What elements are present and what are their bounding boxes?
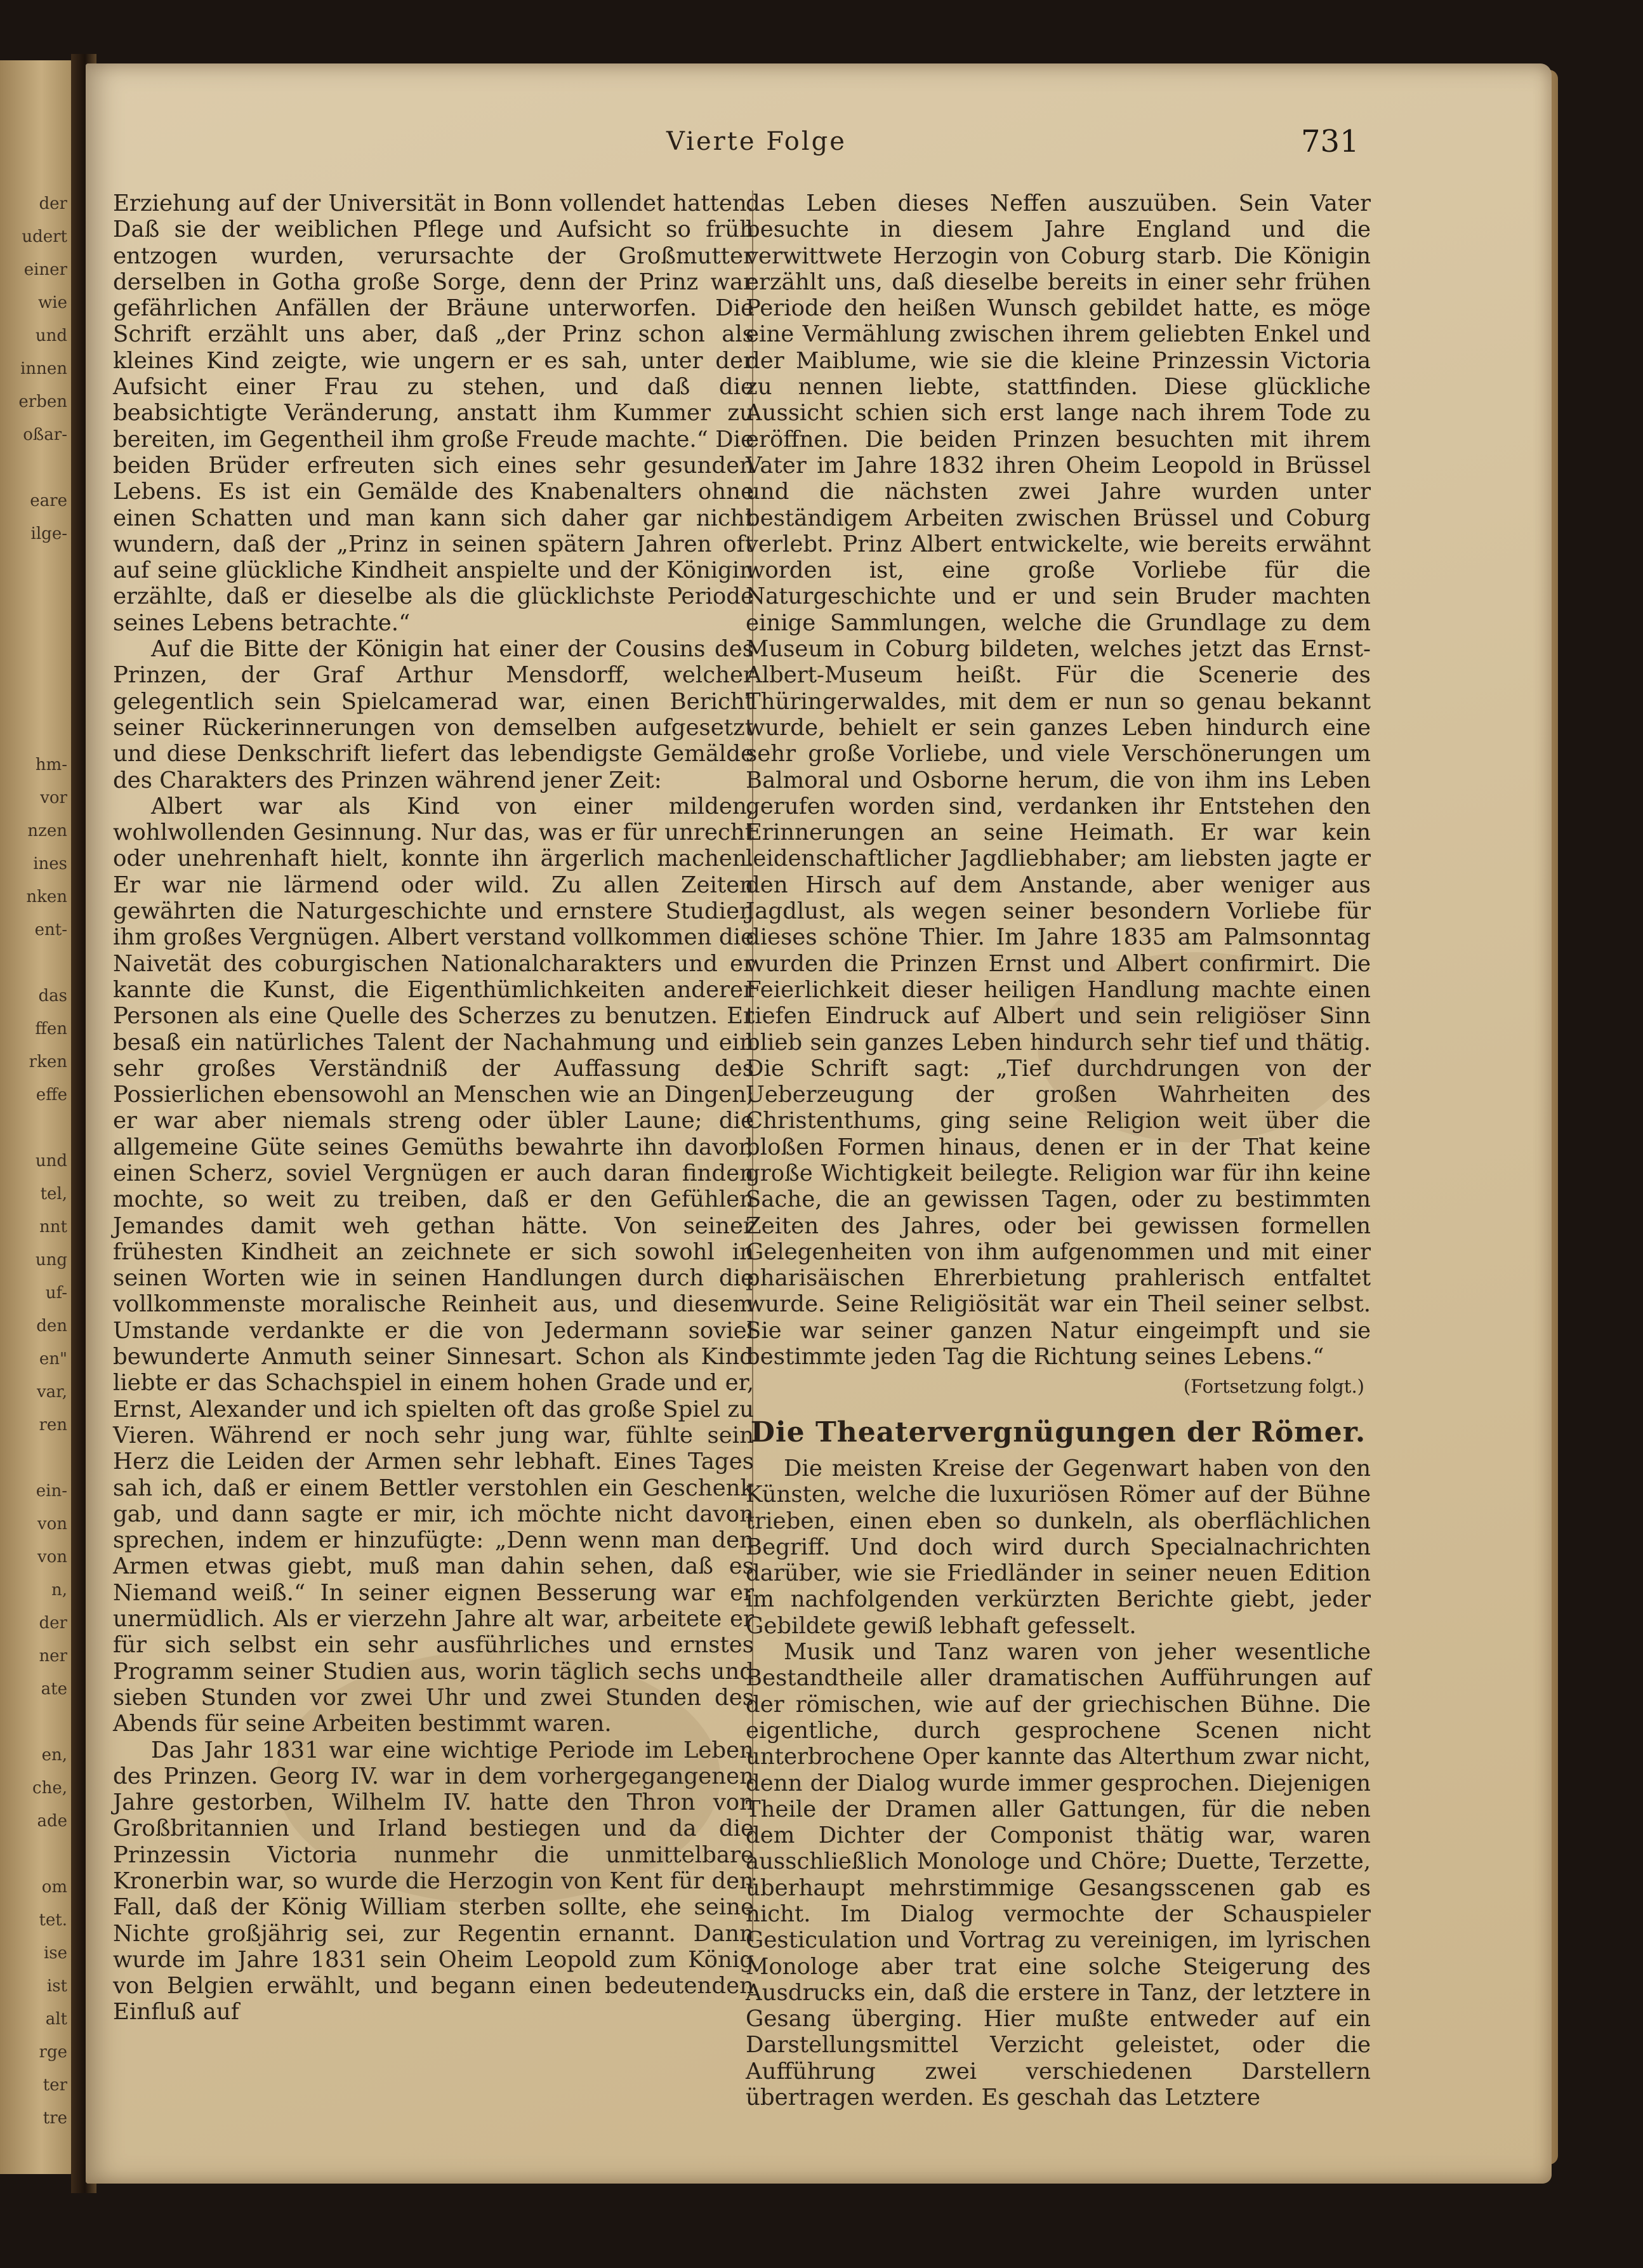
running-head: Vierte Folge (666, 127, 847, 156)
margin-fragment: ner (39, 1647, 67, 1666)
margin-fragment: ate (41, 1680, 67, 1699)
margin-fragment: wie (38, 293, 67, 312)
margin-fragment: den (36, 1316, 67, 1336)
left-page-margin-fragments (4, 187, 67, 2135)
paragraph: Das Jahr 1831 war eine wichtige Periode im Leben des Prinzen. Georg IV. war in dem vorhergegangenen Jahre gestorben, Wilhelm IV. hatte den Thron von Großbritannien und Irland bestiegen und da die Prinzessin Victoria nunmehr die unmittelbare Kronerbin war, so wurde die Herzogin von Kent für den Fall, daß der König William sterben sollte, ehe seine Nichte großjährig sei, zur Regentin ernannt. Dann wurde im Jahre 1831 sein Oheim Leopold zum König von Belgien erwählt, und begann einen bedeutenden Einfluß auf (113, 1737, 754, 2026)
margin-fragment: udert (22, 227, 67, 246)
margin-fragment: nnt (39, 1217, 67, 1237)
continuation-note: (Fortsetzung folgt.) (1183, 1376, 1364, 1398)
margin-fragment: und (35, 326, 67, 345)
margin-fragment: ilge- (30, 524, 67, 543)
margin-fragment: nken (26, 887, 67, 906)
margin-fragment: oßar- (23, 425, 67, 444)
margin-fragment (4, 946, 67, 979)
paragraph: Auf die Bitte der Königin hat einer der Cousins des Prinzen, der Graf Arthur Mensdorff, welcher gelegentlich sein Spielcamerad war, einen Bericht seiner Rückerinnerungen von demselben aufgesetzt und diese Denkschrift liefert das lebendigste Gemälde des Charakters des Prinzen während jener Zeit: (113, 636, 754, 793)
margin-fragment (4, 550, 67, 583)
margin-fragment: en, (41, 1746, 67, 1765)
margin-fragment (4, 1111, 67, 1144)
margin-fragment: n, (51, 1581, 67, 1600)
margin-fragment: von (37, 1515, 67, 1534)
paragraph: Die meisten Kreise der Gegenwart haben von den Künsten, welche die luxuriösen Römer auf der Bühne trieben, einen eben so dunkeln, als oberflächlichen Begriff. Und doch wird durch Specialnachrichten darüber, wie sie Friedländer in seiner neuen Edition im nachfolgenden verkürzten Berichte giebt, jeder Gebildete gewiß lebhaft gefesselt. (746, 1455, 1371, 1639)
margin-fragment: alt (45, 2010, 67, 2029)
margin-fragment (4, 1838, 67, 1871)
margin-fragment: innen (20, 359, 67, 378)
margin-fragment: rge (39, 2043, 67, 2062)
margin-fragment: erben (18, 392, 67, 411)
left-text-column (113, 190, 754, 2026)
margin-fragment: nzen (27, 821, 67, 840)
margin-fragment: ein- (36, 1482, 67, 1501)
margin-fragment: tel, (40, 1184, 67, 1204)
margin-fragment: und (35, 1151, 67, 1170)
paragraph: das Leben dieses Neffen auszuüben. Sein Vater besuchte in diesem Jahre England und die verwittwete Herzogin von Coburg starb. Die Königin erzählt uns, daß dieselbe bereits in einer sehr frühen Periode den heißen Wunsch gebildet hatte, es möge eine Vermählung zwischen ihrem geliebten Enkel und der Maiblume, wie sie die kleine Prinzessin Victoria zu nennen liebte, stattfinden. Diese glückliche Aussicht schien sich erst lange nach ihrem Tode zu eröffnen. Die beiden Prinzen besuchten mit ihrem Vater im Jahre 1832 ihren Oheim Leopold in Brüssel und die nächsten zwei Jahre wurden unter beständigem Arbeiten zwischen Brüssel und Coburg verlebt. Prinz Albert entwickelte, wie bereits erwähnt worden ist, eine große Vorliebe für die Naturgeschichte und er und sein Bruder machten einige Sammlungen, welche die Grundlage zu dem Museum in Coburg bildeten, welches jetzt das Ernst-Albert-Museum heißt. Für die Scenerie des Thüringerwaldes, mit dem er nun so genau bekannt wurde, behielt er sein ganzes Leben hindurch eine sehr große Vorliebe, und viele Verschönerungen um Balmoral und Osborne herum, die von ihm ins Leben gerufen worden sind, verdanken ihr Entstehen den Erinnerungen an seine Heimath. Er war kein leidenschaftlicher Jagdliebhaber; am liebsten jagte er den Hirsch auf dem Anstande, aber weniger aus Jagdlust, als wegen seiner besondern Vorliebe für dieses schöne Thier. Im Jahre 1835 am Palmsonntag wurden die Prinzen Ernst und Albert confirmirt. Die Feierlichkeit dieser heiligen Handlung machte einen tiefen Eindruck auf Albert und sein religiöser Sinn blieb sein ganzes Leben hindurch sehr tief und thätig. Die Schrift sagt: „Tief durchdrungen von der Ueberzeugung der großen Wahrheiten des Christenthums, ging seine Religion weit über die bloßen Formen hinaus, denen er in der That keine große Wichtigkeit beilegte. Religion war für ihn keine Sache, die an gewissen Tagen, oder zu bestimmten Zeiten des Jahres, oder bei gewissen formellen Gelegenheiten von ihm aufgenommen und mit einer pharisäischen Ehrerbietung prahlerisch entfaltet wurde. Seine Religiösität war ein Theil seiner selbst. Sie war seiner ganzen Natur eingeimpft und sie bestimmte jeden Tag die Richtung seines Lebens.“ (746, 190, 1371, 1370)
margin-fragment: rken (29, 1052, 67, 1071)
margin-fragment: effe (36, 1085, 67, 1104)
margin-fragment: ent- (34, 920, 67, 939)
margin-fragment: che, (32, 1779, 67, 1798)
left-page-edge (0, 60, 75, 2174)
margin-fragment (4, 583, 67, 616)
right-text-column (746, 190, 1371, 2111)
article-title: Die Theatervergnügungen der Römer. (750, 1416, 1366, 1449)
paragraph: Albert war als Kind von einer milden, wohlwollenden Gesinnung. Nur das, was er für unrecht oder unehrenhaft hielt, konnte ihn ärgerlich machen. Er war nie lärmend oder wild. Zu allen Zeiten gewährten die Naturgeschichte und ernstere Studien ihm großes Vergnügen. Albert verstand vollkommen die Naivetät des coburgischen Nationalcharakters und er kannte die Kunst, die Eigenthümlichkeiten anderer Personen als eine Quelle des Scherzes zu benutzen. Er besaß ein natürliches Talent der Nachahmung und ein sehr großes Verständniß der Auffassung des Possierlichen ebensowohl an Menschen wie an Dingen; er war aber niemals streng oder übler Laune; die allgemeine Güte seines Gemüths bewahrte ihn davor, einen Scherz, soviel Vergnügen er auch daran finden mochte, so weit zu treiben, daß er den Gefühlen Jemandes damit weh gethan hätte. Von seiner frühesten Kindheit an zeichnete er sich sowohl in seinen Worten wie in seinen Handlungen durch die vollkommenste moralische Reinheit aus, und diesem Umstande verdankte er die von Jedermann soviel bewunderte Anmuth seiner Sinnesart. Schon als Kind liebte er das Schachspiel in einem hohen Grade und er, Ernst, Alexander und ich spielten oft das große Spiel zu Vieren. Während er noch sehr jung war, fühlte sein Herz die Leiden der Armen sehr lebhaft. Eines Tages sah ich, daß er einem Bettler verstohlen ein Geschenk gab, und dann sagte er mir, ich möchte nicht davon sprechen, indem er hinzufügte: „Denn wenn man den Armen etwas giebt, muß man dahin sehen, daß es Niemand weiß.“ In seiner eignen Besserung war er unermüdlich. Als er vierzehn Jahre alt war, arbeitete er für sich selbst ein sehr ausführliches und ernstes Programm seiner Studien aus, worin täglich sechs und sieben Stunden vor zwei Uhr und zwei Stunden des Abends für seine Arbeiten bestimmt waren. (113, 793, 754, 1737)
margin-fragment: om (41, 1878, 67, 1897)
margin-fragment: tet. (39, 1911, 67, 1930)
page-number: 731 (1301, 124, 1359, 159)
margin-fragment: uf- (45, 1283, 67, 1303)
margin-fragment: tre (43, 2109, 67, 2128)
margin-fragment: das (38, 986, 67, 1005)
margin-fragment: ffen (35, 1019, 67, 1038)
margin-fragment: ter (43, 2076, 67, 2095)
margin-fragment: hm- (35, 755, 67, 774)
margin-fragment: ise (43, 1944, 67, 1963)
margin-fragment: der (39, 1614, 67, 1633)
margin-fragment (4, 1442, 67, 1475)
margin-fragment (4, 616, 67, 649)
paragraph: Erziehung auf der Universität in Bonn vollendet hatten. Daß sie der weiblichen Pflege und Aufsicht so früh entzogen wurden, verursachte der Großmutter derselben in Gotha große Sorge, denn der Prinz war gefährlichen Anfällen der Bräune unterworfen. Die Schrift erzählt uns aber, daß „der Prinz schon als kleines Kind zeigte, wie ungern er es sah, unter der Aufsicht einer Frau zu stehen, und daß die beabsichtigte Veränderung, anstatt ihm Kummer zu bereiten, im Gegentheil ihm große Freude machte.“ Die beiden Brüder erfreuten sich eines sehr gesunden Lebens. Es ist ein Gemälde des Knabenalters ohne einen Schatten und man kann sich daher gar nicht wundern, daß der „Prinz in seinen spätern Jahren oft auf seine glückliche Kindheit anspielte und der Königin erzählte, daß er dieselbe als die glücklichste Periode seines Lebens betrachte.“ (113, 190, 754, 636)
margin-fragment: ines (33, 854, 67, 873)
margin-fragment: vor (40, 788, 67, 807)
margin-fragment (4, 451, 67, 484)
margin-fragment: ist (46, 1977, 67, 1996)
margin-fragment: ung (35, 1250, 67, 1270)
margin-fragment: von (37, 1548, 67, 1567)
margin-fragment: eare (30, 491, 67, 510)
margin-fragment (4, 1706, 67, 1739)
margin-fragment: ade (37, 1812, 67, 1831)
margin-fragment: ren (39, 1416, 67, 1435)
margin-fragment: einer (23, 260, 67, 279)
margin-fragment (4, 649, 67, 682)
paragraph: Musik und Tanz waren von jeher wesentliche Bestandtheile aller dramatischen Aufführungen auf der römischen, wie auf der griechischen Bühne. Die eigentliche, durch gesprochene Scenen nicht unterbrochene Oper kannte das Alterthum zwar nicht, denn der Dialog wurde immer gesprochen. Diejenigen Theile der Dramen aller Gattungen, für die neben dem Dichter der Componist thätig war, waren ausschließlich Monologe und Chöre; Duette, Terzette, überhaupt mehrstimmige Gesangsscenen gab es nicht. Im Dialog vermochte der Schauspieler Gesticulation und Vortrag zu vereinigen, im lyrischen Monologe aber trat eine solche Steigerung des Ausdrucks ein, daß die erstere in Tanz, der letztere in Gesang überging. Hier mußte entweder auf ein Darstellungsmittel Verzicht geleistet, oder die Aufführung zwei verschiedenen Darstellern übertragen werden. Es geschah das Letztere (746, 1639, 1371, 2111)
margin-fragment: der (39, 194, 67, 213)
margin-fragment (4, 715, 67, 748)
margin-fragment: en" (39, 1350, 67, 1369)
margin-fragment: var, (36, 1383, 67, 1402)
margin-fragment (4, 682, 67, 715)
